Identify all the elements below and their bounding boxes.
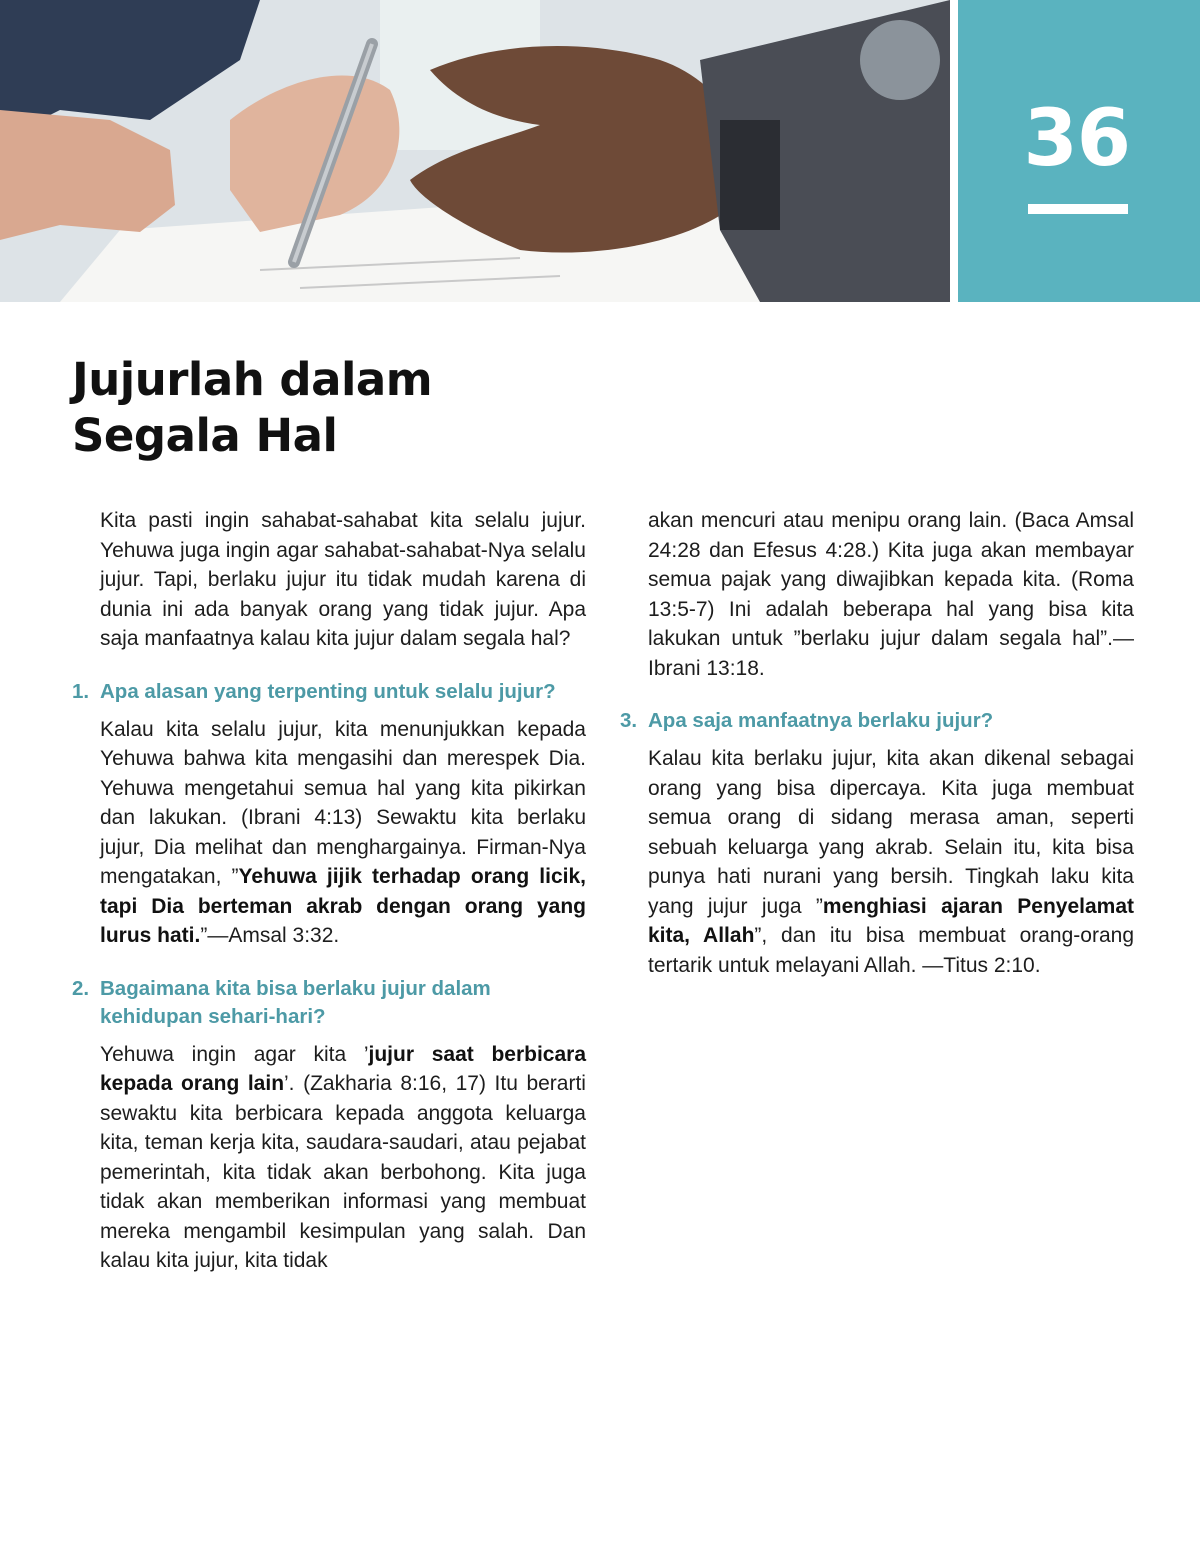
answer-1-paragraph [72, 715, 586, 951]
page-title [72, 352, 432, 464]
answer-2-paragraph [72, 1040, 586, 1276]
lesson-number-badge [958, 0, 1200, 302]
lesson-number: 36 [1023, 94, 1130, 184]
intro-paragraph: Kita pasti ingin sahabat-sahabat kita selalu jujur. Yehuwa juga ingin agar sahabat-sahabat-Nya selalu jujur. Tapi, berlaku jujur itu tidak mudah karena di dunia ini ada banyak orang yang tidak jujur. Apa saja manfaatnya kalau kita jujur dalam segala hal? [100, 509, 586, 650]
left-column [72, 506, 586, 1276]
answer-2-bold: jujur saat berbicara kepada orang lain [100, 1042, 586, 1095]
question-1 [72, 678, 586, 706]
answer-2-continued: akan mencuri atau menipu orang lain. (Baca Amsal 24:28 dan Efesus 4:28.) Kita juga akan membayar semua pajak yang diwajibkan kepada kita. (Roma 13:5-7) Ini adalah beberapa hal yang bisa kita lakukan untuk ”berlaku jujur dalam segala hal”.—Ibrani 13:18. [648, 509, 1134, 680]
right-column [620, 506, 1134, 980]
question-1-number: 1. [72, 679, 90, 703]
answer-2-text-b: ’. (Zakharia 8:16, 17) Itu berarti sewaktu kita berbicara kepada anggota keluarga kita, teman kerja kita, saudara-saudari, atau pejabat pemerintah, kita tidak akan berbohong. Kita juga tidak akan memberikan informasi yang membuat mereka mengambil kesimpulan yang salah. Dan kalau kita jujur, kita tidak [100, 1072, 586, 1272]
question-3 [620, 707, 1134, 735]
answer-1-text-b: ”—Amsal 3:32. [200, 924, 340, 947]
hero-photo-handshake [0, 0, 950, 302]
answer-3-text-b: ”, dan itu bisa membuat orang-orang tertarik untuk melayani Allah. —Titus 2:10. [648, 924, 1134, 977]
badge-underline [1028, 204, 1128, 214]
question-2-text: Bagaimana kita bisa berlaku jujur dalam kehidupan sehari-hari? [100, 976, 491, 1028]
answer-3-bold: menghiasi ajaran Penyelamat kita, Allah [648, 894, 1134, 947]
question-3-number: 3. [620, 709, 638, 732]
answer-3-text-a: Kalau kita berlaku jujur, kita akan dikenal sebagai orang yang bisa dipercaya. Kita juga membuat semua orang di sidang merasa aman, seperti sebuah keluarga yang akrab. Selain itu, kita bisa punya hati nurani yang bersih. Tingkah laku kita yang jujur juga ” [648, 747, 1134, 918]
answer-1-bold: Yehuwa jijik terhadap orang licik, tapi Dia berteman akrab dengan orang yang lurus hati. [100, 865, 586, 947]
answer-2-text-a: Yehuwa ingin agar kita ’ [100, 1042, 369, 1066]
title-line-1: Jujurlah dalam [72, 353, 433, 406]
answer-3-paragraph [620, 744, 1134, 980]
question-1-text: Apa alasan yang terpenting untuk selalu jujur? [100, 679, 556, 703]
question-2-number: 2. [72, 976, 90, 1000]
handshake-illustration [0, 0, 950, 302]
title-line-2: Segala Hal [72, 409, 338, 462]
answer-1-text-a: Kalau kita selalu jujur, kita menunjukkan kepada Yehuwa bahwa kita mengasihi dan merespek Dia. Yehuwa mengetahui semua hal yang kita pikirkan dan lakukan. (Ibrani 4:13) Sewaktu kita berlaku jujur, Dia melihat dan menghargainya. Firman-Nya mengatakan, ” [100, 717, 586, 888]
question-2 [72, 975, 586, 1031]
question-3-text: Apa saja manfaatnya berlaku jujur? [648, 709, 994, 732]
